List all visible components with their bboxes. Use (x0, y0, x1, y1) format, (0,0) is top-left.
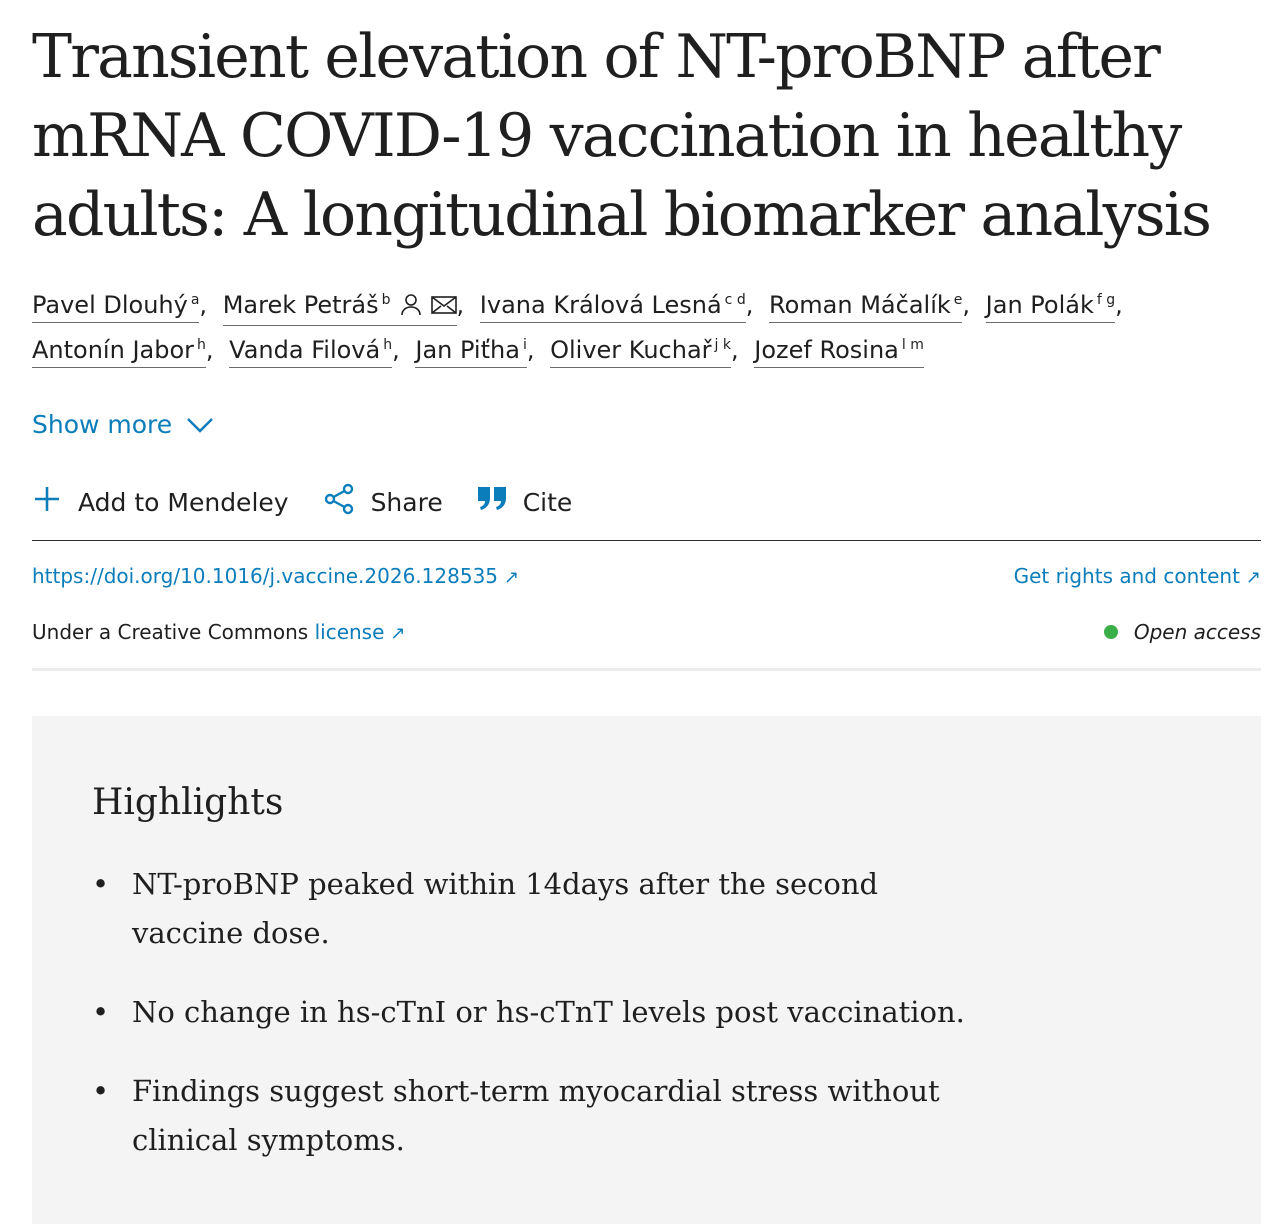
external-link-icon: ↗ (504, 567, 520, 588)
external-link-icon: ↗ (390, 623, 406, 644)
show-more-label: Show more (32, 410, 173, 439)
author-link[interactable]: Ivana Králová Lesná $^{c d}$ (480, 283, 746, 323)
article-actions (32, 483, 606, 521)
author-link[interactable]: Antonín Jabor $^h$ (32, 328, 206, 368)
highlights-section (32, 716, 1261, 1224)
get-rights-label: Get rights and content (1013, 564, 1240, 588)
add-to-mendeley-button[interactable] (32, 484, 289, 520)
share-label: Share (370, 487, 443, 517)
open-access-label: Open access (1133, 620, 1261, 644)
cite-button[interactable] (477, 486, 573, 518)
share-icon (323, 483, 371, 521)
author-link[interactable]: Pavel Dlouhý $^a$ (32, 283, 199, 323)
author-link[interactable]: Vanda Filová $^h$ (229, 328, 392, 368)
doi-link[interactable] (32, 564, 519, 588)
mail-icon (431, 291, 457, 325)
divider (32, 668, 1261, 671)
doi-url: https://doi.org/10.1016/j.vaccine.2026.128535 (32, 564, 499, 588)
author-link[interactable]: Jan Polák $^{f g}$ (986, 283, 1115, 323)
license-prefix: Under a Creative Commons (32, 620, 315, 644)
add-to-mendeley-label: Add to Mendeley (78, 487, 289, 517)
highlights-heading: Highlights (92, 782, 284, 823)
highlight-item: • No change in hs-cTnI or hs-cTnT levels post vaccination. (92, 988, 992, 1037)
highlights-list (92, 860, 992, 1195)
plus-icon (32, 484, 78, 520)
author-list: Pavel Dlouhý $^a$, Marek Petráš $^b$ , Ivana Králová Lesná $^{c d}$, Roman Máčalík $^e$, Jan Polák $^{f g}$, Antonín Jabor $^h$, Vanda Filová $^h$, Jan Piťha $^i$, Oliver Kuchař $^{j k}$, Jozef Rosina $^{l m}$ (32, 283, 1261, 373)
open-access-dot-icon (1104, 625, 1118, 639)
bullet-icon: • (92, 1074, 110, 1108)
get-rights-link[interactable] (1014, 564, 1261, 588)
show-more-button[interactable] (32, 410, 214, 439)
article-title: Transient elevation of NT-proBNP after mRNA COVID-19 vaccination in healthy adults: A longitudinal biomarker analysis (32, 22, 1211, 250)
author-link-corresponding[interactable]: Marek Petráš $^b$ (223, 283, 457, 326)
cite-label: Cite (522, 487, 573, 517)
highlight-item: • NT-proBNP peaked within 14days after the second vaccine dose. (92, 860, 992, 958)
divider (32, 540, 1261, 541)
person-icon (399, 291, 423, 325)
license-line (32, 620, 406, 644)
highlight-item: • Findings suggest short-term myocardial stress without clinical symptoms. (92, 1067, 992, 1165)
bullet-icon: • (92, 867, 110, 901)
author-link[interactable]: Roman Máčalík $^e$ (769, 283, 962, 323)
quote-icon (477, 486, 523, 518)
license-link[interactable]: license ↗ (314, 620, 406, 644)
open-access-badge (1104, 620, 1261, 644)
author-link[interactable]: Jan Piťha $^i$ (415, 328, 526, 368)
external-link-icon: ↗ (1245, 567, 1261, 588)
chevron-down-icon (172, 410, 214, 439)
author-link[interactable]: Jozef Rosina $^{l m}$ (754, 328, 924, 368)
share-button[interactable] (323, 483, 443, 521)
bullet-icon: • (92, 995, 110, 1029)
author-link[interactable]: Oliver Kuchař $^{j k}$ (550, 328, 731, 368)
